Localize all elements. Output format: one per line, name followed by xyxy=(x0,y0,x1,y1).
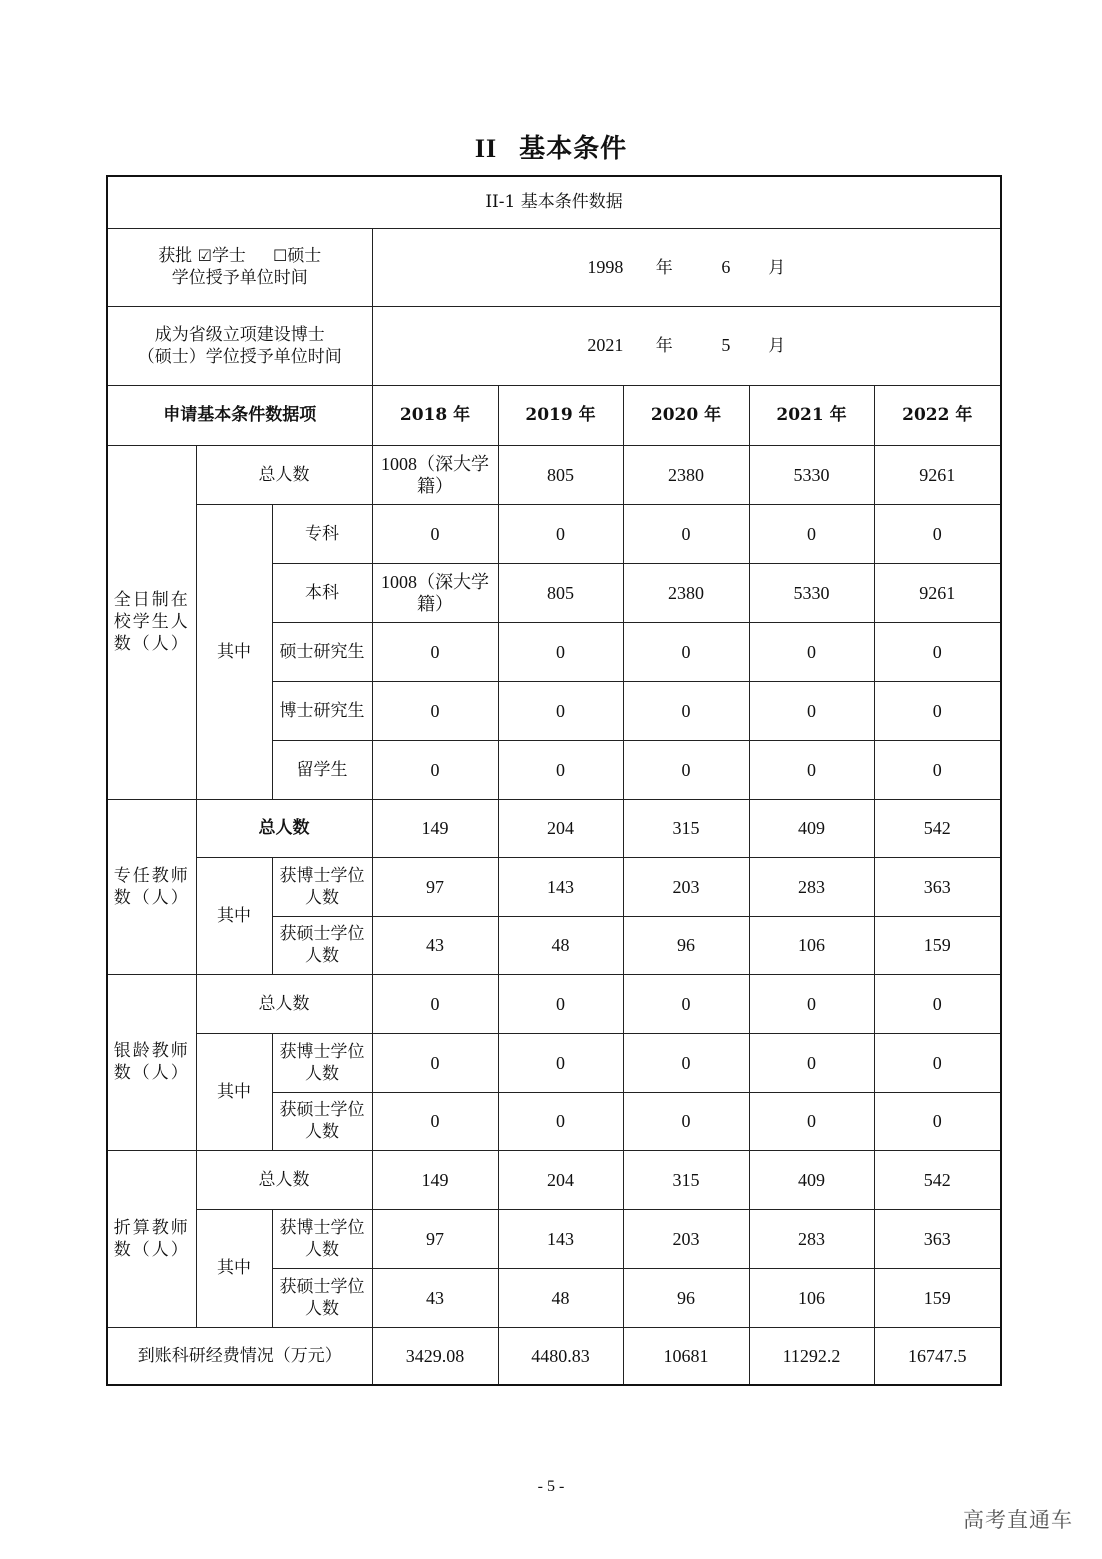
cell: 0 xyxy=(372,974,498,1033)
header-year: 2020 年 xyxy=(623,385,749,445)
cell: 0 xyxy=(749,1033,874,1092)
cell: 149 xyxy=(372,799,498,857)
approval-time-value: 1998 年 6 月 xyxy=(372,228,1001,306)
cell: 9261 xyxy=(874,445,1001,504)
cell: 315 xyxy=(623,1150,749,1209)
table-row xyxy=(107,445,1001,504)
row-label: 获硕士学位人数 xyxy=(272,1092,372,1150)
cell: 48 xyxy=(498,916,623,974)
row-label: 博士研究生 xyxy=(272,681,372,740)
row-label: 获博士学位人数 xyxy=(272,1033,372,1092)
cell: 5330 xyxy=(749,563,874,622)
table-row xyxy=(107,1327,1001,1385)
table-row xyxy=(107,799,1001,857)
group-label-students: 全日制在校学生人数（人） xyxy=(107,445,196,799)
sub-group-label: 其中 xyxy=(196,504,272,799)
row-label: 总人数 xyxy=(196,1150,372,1209)
cell: 1008（深大学籍） xyxy=(372,445,498,504)
cell: 0 xyxy=(749,740,874,799)
cell: 409 xyxy=(749,1150,874,1209)
sub-group-label: 其中 xyxy=(196,1209,272,1327)
cell: 2380 xyxy=(623,563,749,622)
cell: 0 xyxy=(749,622,874,681)
sub-group-label: 其中 xyxy=(196,1033,272,1150)
cell: 97 xyxy=(372,1209,498,1268)
cell: 43 xyxy=(372,916,498,974)
cell: 315 xyxy=(623,799,749,857)
cell: 0 xyxy=(874,504,1001,563)
cell: 149 xyxy=(372,1150,498,1209)
sub-group-label: 其中 xyxy=(196,857,272,974)
table-row xyxy=(107,1150,1001,1209)
cell: 363 xyxy=(874,1209,1001,1268)
cell: 4480.83 xyxy=(498,1327,623,1385)
cell: 363 xyxy=(874,857,1001,916)
header-year: 2018 年 xyxy=(372,385,498,445)
table-row xyxy=(107,504,1001,563)
cell: 43 xyxy=(372,1268,498,1327)
cell: 0 xyxy=(874,1033,1001,1092)
cell: 48 xyxy=(498,1268,623,1327)
cell: 0 xyxy=(372,681,498,740)
cell: 409 xyxy=(749,799,874,857)
cell: 0 xyxy=(749,681,874,740)
group-label-senior-teachers: 银龄教师数（人） xyxy=(107,974,196,1150)
cell: 203 xyxy=(623,1209,749,1268)
cell: 0 xyxy=(498,1033,623,1092)
row-label: 到账科研经费情况（万元） xyxy=(107,1327,372,1385)
row-label: 专科 xyxy=(272,504,372,563)
cell: 159 xyxy=(874,916,1001,974)
cell: 805 xyxy=(498,563,623,622)
header-year: 2022 年 xyxy=(874,385,1001,445)
cell: 0 xyxy=(372,622,498,681)
row-label: 获博士学位人数 xyxy=(272,857,372,916)
cell: 16747.5 xyxy=(874,1327,1001,1385)
unchecked-box-icon: ☐ xyxy=(272,246,288,265)
cell: 0 xyxy=(498,622,623,681)
header-year: 2019 年 xyxy=(498,385,623,445)
header-year: 2021 年 xyxy=(749,385,874,445)
cell: 0 xyxy=(874,1092,1001,1150)
cell: 0 xyxy=(372,740,498,799)
cell: 9261 xyxy=(874,563,1001,622)
cell: 0 xyxy=(749,1092,874,1150)
row-label: 获博士学位人数 xyxy=(272,1209,372,1268)
cell: 5330 xyxy=(749,445,874,504)
table-caption: II-1 基本条件数据 xyxy=(107,176,1001,228)
cell: 0 xyxy=(874,622,1001,681)
group-label-converted-teachers: 折算教师数（人） xyxy=(107,1150,196,1327)
cell: 0 xyxy=(623,622,749,681)
cell: 204 xyxy=(498,799,623,857)
cell: 0 xyxy=(498,681,623,740)
row-label: 总人数 xyxy=(196,445,372,504)
cell: 0 xyxy=(623,1092,749,1150)
cell: 0 xyxy=(498,974,623,1033)
checked-box-icon: ☑ xyxy=(197,246,212,265)
header-label: 申请基本条件数据项 xyxy=(107,385,372,445)
cell: 0 xyxy=(623,1033,749,1092)
cell: 106 xyxy=(749,916,874,974)
cell: 0 xyxy=(372,504,498,563)
cell: 805 xyxy=(498,445,623,504)
cell: 2380 xyxy=(623,445,749,504)
cell: 283 xyxy=(749,857,874,916)
cell: 0 xyxy=(498,1092,623,1150)
cell: 0 xyxy=(372,1033,498,1092)
cell: 143 xyxy=(498,857,623,916)
cell: 96 xyxy=(623,1268,749,1327)
cell: 542 xyxy=(874,1150,1001,1209)
cell: 0 xyxy=(874,974,1001,1033)
row-label: 留学生 xyxy=(272,740,372,799)
cell: 3429.08 xyxy=(372,1327,498,1385)
group-label-fulltime-teachers: 专任教师数（人） xyxy=(107,799,196,974)
cell: 0 xyxy=(749,504,874,563)
table-row xyxy=(107,857,1001,916)
cell: 0 xyxy=(874,740,1001,799)
cell: 10681 xyxy=(623,1327,749,1385)
cell: 0 xyxy=(623,974,749,1033)
table-row xyxy=(107,974,1001,1033)
cell: 143 xyxy=(498,1209,623,1268)
section-number: II xyxy=(474,134,498,163)
cell: 0 xyxy=(372,1092,498,1150)
row-label: 总人数 xyxy=(196,974,372,1033)
cell: 159 xyxy=(874,1268,1001,1327)
cell: 1008（深大学籍） xyxy=(372,563,498,622)
cell: 106 xyxy=(749,1268,874,1327)
provincial-time-value: 2021 年 5 月 xyxy=(372,306,1001,385)
cell: 0 xyxy=(623,740,749,799)
cell: 0 xyxy=(498,504,623,563)
row-label: 硕士研究生 xyxy=(272,622,372,681)
cell: 204 xyxy=(498,1150,623,1209)
cell: 96 xyxy=(623,916,749,974)
table-row xyxy=(107,1033,1001,1092)
provincial-time-label: 成为省级立项建设博士 （硕士）学位授予单位时间 xyxy=(107,306,372,385)
approval-time-label: 获批 ☑学士 ☐硕士 学位授予单位时间 xyxy=(107,228,372,306)
cell: 0 xyxy=(874,681,1001,740)
cell: 203 xyxy=(623,857,749,916)
section-title: 基本条件 xyxy=(519,134,628,164)
row-label: 获硕士学位人数 xyxy=(272,916,372,974)
cell: 11292.2 xyxy=(749,1327,874,1385)
cell: 0 xyxy=(623,504,749,563)
cell: 97 xyxy=(372,857,498,916)
table-row xyxy=(107,1209,1001,1268)
row-label: 本科 xyxy=(272,563,372,622)
cell: 0 xyxy=(623,681,749,740)
row-label: 总人数 xyxy=(196,799,372,857)
basic-conditions-table xyxy=(106,175,1002,1386)
cell: 0 xyxy=(498,740,623,799)
cell: 542 xyxy=(874,799,1001,857)
row-label: 获硕士学位人数 xyxy=(272,1268,372,1327)
cell: 283 xyxy=(749,1209,874,1268)
page-number: - 5 - xyxy=(537,1478,565,1495)
page-title xyxy=(0,128,1102,165)
cell: 0 xyxy=(749,974,874,1033)
watermark: 高考直通车 xyxy=(963,1508,1073,1532)
